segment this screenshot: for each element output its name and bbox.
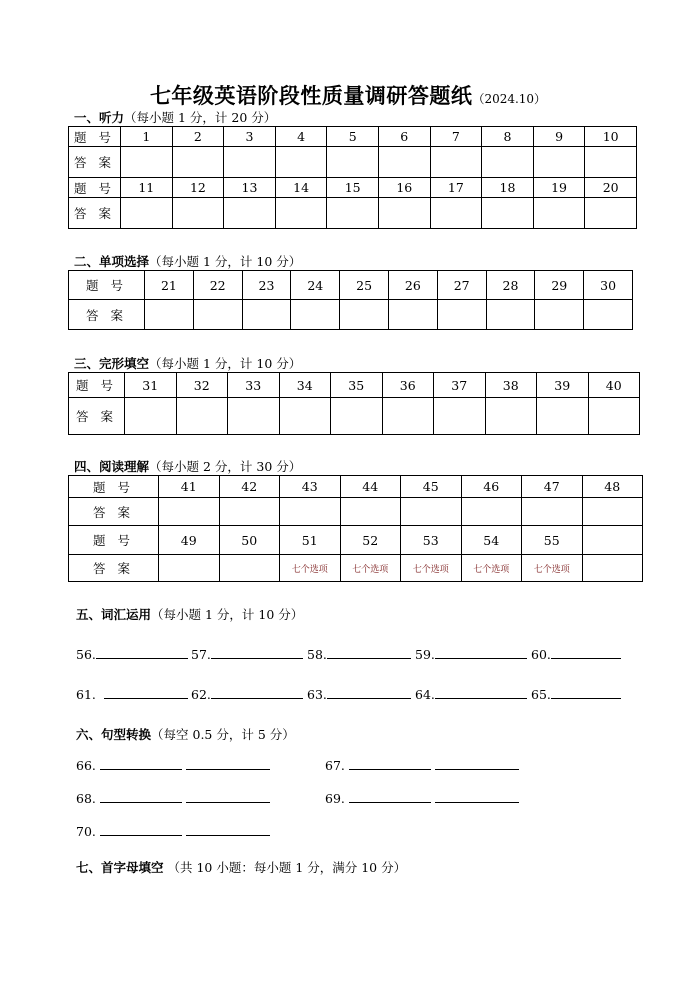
vocab-item: [191, 686, 303, 702]
question-number: 47: [522, 476, 583, 498]
answer-cell[interactable]: [145, 300, 194, 330]
answer-cell[interactable]: [535, 300, 584, 330]
question-number: 8: [482, 127, 534, 147]
answer-cell[interactable]: [437, 300, 486, 330]
question-number: 37: [434, 373, 486, 398]
item-number: 66.: [76, 758, 96, 773]
answer-blank[interactable]: [551, 646, 621, 659]
number-label: 题 号: [69, 127, 121, 147]
question-number: 6: [378, 127, 430, 147]
answer-cell[interactable]: [340, 498, 401, 526]
answer-cell[interactable]: [291, 300, 340, 330]
answer-cell[interactable]: [486, 300, 535, 330]
transform-item: [325, 790, 519, 806]
question-number: 45: [401, 476, 462, 498]
answer-cell[interactable]: [193, 300, 242, 330]
vocab-item: [415, 646, 527, 662]
answer-label: 答 案: [69, 147, 121, 178]
answer-cell[interactable]: [537, 398, 589, 435]
answer-cell[interactable]: [340, 300, 389, 330]
question-number: 1: [121, 127, 173, 147]
option-note[interactable]: 七个选项: [401, 555, 462, 582]
single-choice-answer-table: [68, 270, 633, 330]
question-number: 14: [275, 178, 327, 198]
question-number: 36: [382, 373, 434, 398]
question-number: 33: [228, 373, 280, 398]
answer-cell[interactable]: [582, 555, 643, 582]
answer-blank[interactable]: [327, 646, 411, 659]
number-label: 题 号: [69, 178, 121, 198]
question-number: 28: [486, 271, 535, 300]
question-number: 31: [125, 373, 177, 398]
item-number: 67.: [325, 758, 345, 773]
table-row: [69, 555, 643, 582]
section-7-heading: [76, 858, 406, 876]
transform-item: [76, 757, 270, 773]
section-4-title: 四、阅读理解: [74, 459, 150, 474]
answer-cell[interactable]: [172, 147, 224, 178]
answer-cell[interactable]: [430, 147, 482, 178]
option-note[interactable]: 七个选项: [340, 555, 401, 582]
section-3-note: （每小题 1 分，计 10 分）: [149, 356, 302, 371]
answer-blank[interactable]: [435, 686, 527, 699]
question-number: 11: [121, 178, 173, 198]
answer-cell[interactable]: [585, 147, 637, 178]
question-number: 32: [176, 373, 228, 398]
answer-cell[interactable]: [482, 198, 534, 229]
answer-cell[interactable]: [482, 147, 534, 178]
vocab-item: [307, 686, 411, 702]
answer-cell[interactable]: [121, 147, 173, 178]
question-number: 52: [340, 526, 401, 555]
answer-cell[interactable]: [219, 555, 280, 582]
question-number: 21: [145, 271, 194, 300]
option-note[interactable]: 七个选项: [280, 555, 341, 582]
question-number: 46: [461, 476, 522, 498]
question-number: 16: [378, 178, 430, 198]
table-row: [69, 198, 637, 229]
answer-cell[interactable]: [401, 498, 462, 526]
question-number: 18: [482, 178, 534, 198]
section-1-heading: [74, 108, 276, 126]
number-label: 题 号: [69, 476, 159, 498]
answer-label: 答 案: [69, 398, 125, 435]
answer-cell[interactable]: [485, 398, 537, 435]
number-label: 题 号: [69, 526, 159, 555]
vocab-item: [531, 686, 621, 702]
table-row: [69, 300, 633, 330]
vocab-item: [415, 686, 527, 702]
item-number: 65.: [531, 687, 551, 702]
question-number: 29: [535, 271, 584, 300]
table-row: [69, 476, 643, 498]
answer-cell[interactable]: [388, 300, 437, 330]
item-number: 61.: [76, 687, 96, 702]
question-number: 49: [159, 526, 220, 555]
answer-cell[interactable]: [280, 498, 341, 526]
question-number: 43: [280, 476, 341, 498]
question-number: 27: [437, 271, 486, 300]
question-number: 17: [430, 178, 482, 198]
question-number: 38: [485, 373, 537, 398]
section-6-note: （每空 0.5 分，计 5 分）: [151, 727, 295, 742]
vocab-item: [76, 646, 188, 662]
item-number: 59.: [415, 647, 435, 662]
answer-cell[interactable]: [228, 398, 280, 435]
question-number: 19: [533, 178, 585, 198]
title-text: 七年级英语阶段性质量调研答题纸: [149, 84, 473, 108]
answer-blank[interactable]: [96, 646, 188, 659]
question-number: 7: [430, 127, 482, 147]
item-number: 70.: [76, 824, 96, 839]
answer-label: 答 案: [69, 198, 121, 229]
question-number: 12: [172, 178, 224, 198]
question-number: 10: [585, 127, 637, 147]
section-1-note: （每小题 1 分，计 20 分）: [124, 110, 277, 125]
section-6-heading: [76, 725, 295, 743]
answer-blank[interactable]: [327, 686, 411, 699]
item-number: 68.: [76, 791, 96, 806]
answer-cell[interactable]: [275, 198, 327, 229]
answer-cell[interactable]: [159, 555, 220, 582]
reading-answer-table: [68, 475, 643, 582]
answer-blank[interactable]: [551, 686, 621, 699]
answer-blank[interactable]: [100, 757, 182, 770]
question-number: 25: [340, 271, 389, 300]
question-number: 26: [388, 271, 437, 300]
item-number: 62.: [191, 687, 211, 702]
vocab-item: [76, 686, 188, 702]
question-number: 39: [537, 373, 589, 398]
answer-cell[interactable]: [533, 198, 585, 229]
table-row: [69, 147, 637, 178]
question-number: 40: [588, 373, 640, 398]
section-2-title: 二、单项选择: [74, 254, 150, 269]
question-number: 53: [401, 526, 462, 555]
transform-item: [325, 757, 519, 773]
answer-cell[interactable]: [585, 198, 637, 229]
transform-item: [76, 823, 270, 839]
answer-blank[interactable]: [186, 823, 270, 836]
question-number: 13: [224, 178, 276, 198]
section-3-heading: [74, 354, 301, 372]
answer-blank[interactable]: [435, 757, 519, 770]
answer-cell[interactable]: [461, 498, 522, 526]
section-7-title: 七、首字母填空: [76, 860, 164, 875]
question-number: 35: [331, 373, 383, 398]
answer-cell[interactable]: [382, 398, 434, 435]
answer-cell[interactable]: [219, 498, 280, 526]
answer-cell[interactable]: [224, 147, 276, 178]
answer-cell[interactable]: [121, 198, 173, 229]
answer-label: 答 案: [69, 555, 159, 582]
answer-blank[interactable]: [186, 757, 270, 770]
question-number: 9: [533, 127, 585, 147]
item-number: 69.: [325, 791, 345, 806]
table-row: [69, 178, 637, 198]
answer-cell[interactable]: [588, 398, 640, 435]
question-number: 48: [582, 476, 643, 498]
section-1-title: 一、听力: [74, 110, 125, 125]
answer-cell[interactable]: [327, 198, 379, 229]
answer-cell[interactable]: [378, 147, 430, 178]
table-row: [69, 373, 640, 398]
answer-cell[interactable]: [172, 198, 224, 229]
section-4-note: （每小题 2 分，计 30 分）: [149, 459, 302, 474]
answer-cell[interactable]: [125, 398, 177, 435]
vocab-item: [307, 646, 411, 662]
option-note[interactable]: 七个选项: [461, 555, 522, 582]
question-number: 30: [584, 271, 633, 300]
section-4-heading: [74, 457, 301, 475]
section-3-title: 三、完形填空: [74, 356, 150, 371]
answer-cell[interactable]: [522, 498, 583, 526]
listening-answer-table: [68, 126, 637, 229]
answer-label: 答 案: [69, 300, 145, 330]
question-number: 41: [159, 476, 220, 498]
answer-cell[interactable]: [176, 398, 228, 435]
vocab-item: [531, 646, 621, 662]
question-number: 24: [291, 271, 340, 300]
answer-cell[interactable]: [430, 198, 482, 229]
answer-blank[interactable]: [349, 790, 431, 803]
question-number: 23: [242, 271, 291, 300]
table-row: [69, 526, 643, 555]
answer-cell[interactable]: [378, 198, 430, 229]
question-number: 44: [340, 476, 401, 498]
page-title: [0, 80, 696, 110]
answer-blank[interactable]: [349, 757, 431, 770]
table-row: [69, 271, 633, 300]
question-number: 5: [327, 127, 379, 147]
question-number: 54: [461, 526, 522, 555]
item-number: 56.: [76, 647, 96, 662]
answer-cell[interactable]: [159, 498, 220, 526]
answer-cell[interactable]: [224, 198, 276, 229]
question-number: 42: [219, 476, 280, 498]
vocab-item: [191, 646, 303, 662]
question-number: 50: [219, 526, 280, 555]
question-number: 51: [280, 526, 341, 555]
answer-blank[interactable]: [211, 646, 303, 659]
item-number: 57.: [191, 647, 211, 662]
question-number: 3: [224, 127, 276, 147]
answer-blank[interactable]: [211, 686, 303, 699]
item-number: 64.: [415, 687, 435, 702]
section-2-note: （每小题 1 分，计 10 分）: [149, 254, 302, 269]
question-number: 15: [327, 178, 379, 198]
answer-blank[interactable]: [435, 790, 519, 803]
answer-cell[interactable]: [582, 498, 643, 526]
section-5-note: （每小题 1 分，计 10 分）: [151, 607, 304, 622]
section-5-title: 五、词汇运用: [76, 607, 152, 622]
answer-cell[interactable]: [584, 300, 633, 330]
answer-blank[interactable]: [186, 790, 270, 803]
table-row: [69, 398, 640, 435]
cloze-answer-table: [68, 372, 640, 435]
transform-item: [76, 790, 270, 806]
answer-cell[interactable]: [327, 147, 379, 178]
section-6-title: 六、句型转换: [76, 727, 152, 742]
answer-label: 答 案: [69, 498, 159, 526]
table-row: [69, 127, 637, 147]
answer-cell[interactable]: [533, 147, 585, 178]
option-note[interactable]: 七个选项: [522, 555, 583, 582]
question-number: 34: [279, 373, 331, 398]
answer-cell[interactable]: [279, 398, 331, 435]
answer-cell[interactable]: [242, 300, 291, 330]
answer-blank[interactable]: [100, 790, 182, 803]
answer-cell[interactable]: [434, 398, 486, 435]
number-label: 题 号: [69, 373, 125, 398]
question-number: 20: [585, 178, 637, 198]
question-number: 2: [172, 127, 224, 147]
answer-blank[interactable]: [104, 686, 188, 699]
section-2-heading: [74, 252, 301, 270]
section-7-note: （共 10 小题：每小题 1 分，满分 10 分）: [163, 860, 407, 875]
question-number: 55: [522, 526, 583, 555]
answer-cell[interactable]: [331, 398, 383, 435]
title-date: （2024.10）: [472, 92, 547, 106]
question-number: 22: [193, 271, 242, 300]
item-number: 60.: [531, 647, 551, 662]
section-5-heading: [76, 605, 303, 623]
answer-cell[interactable]: [275, 147, 327, 178]
answer-blank[interactable]: [435, 646, 527, 659]
item-number: 63.: [307, 687, 327, 702]
number-label: 题 号: [69, 271, 145, 300]
question-number: [582, 526, 643, 555]
question-number: 4: [275, 127, 327, 147]
table-row: [69, 498, 643, 526]
item-number: 58.: [307, 647, 327, 662]
answer-blank[interactable]: [100, 823, 182, 836]
